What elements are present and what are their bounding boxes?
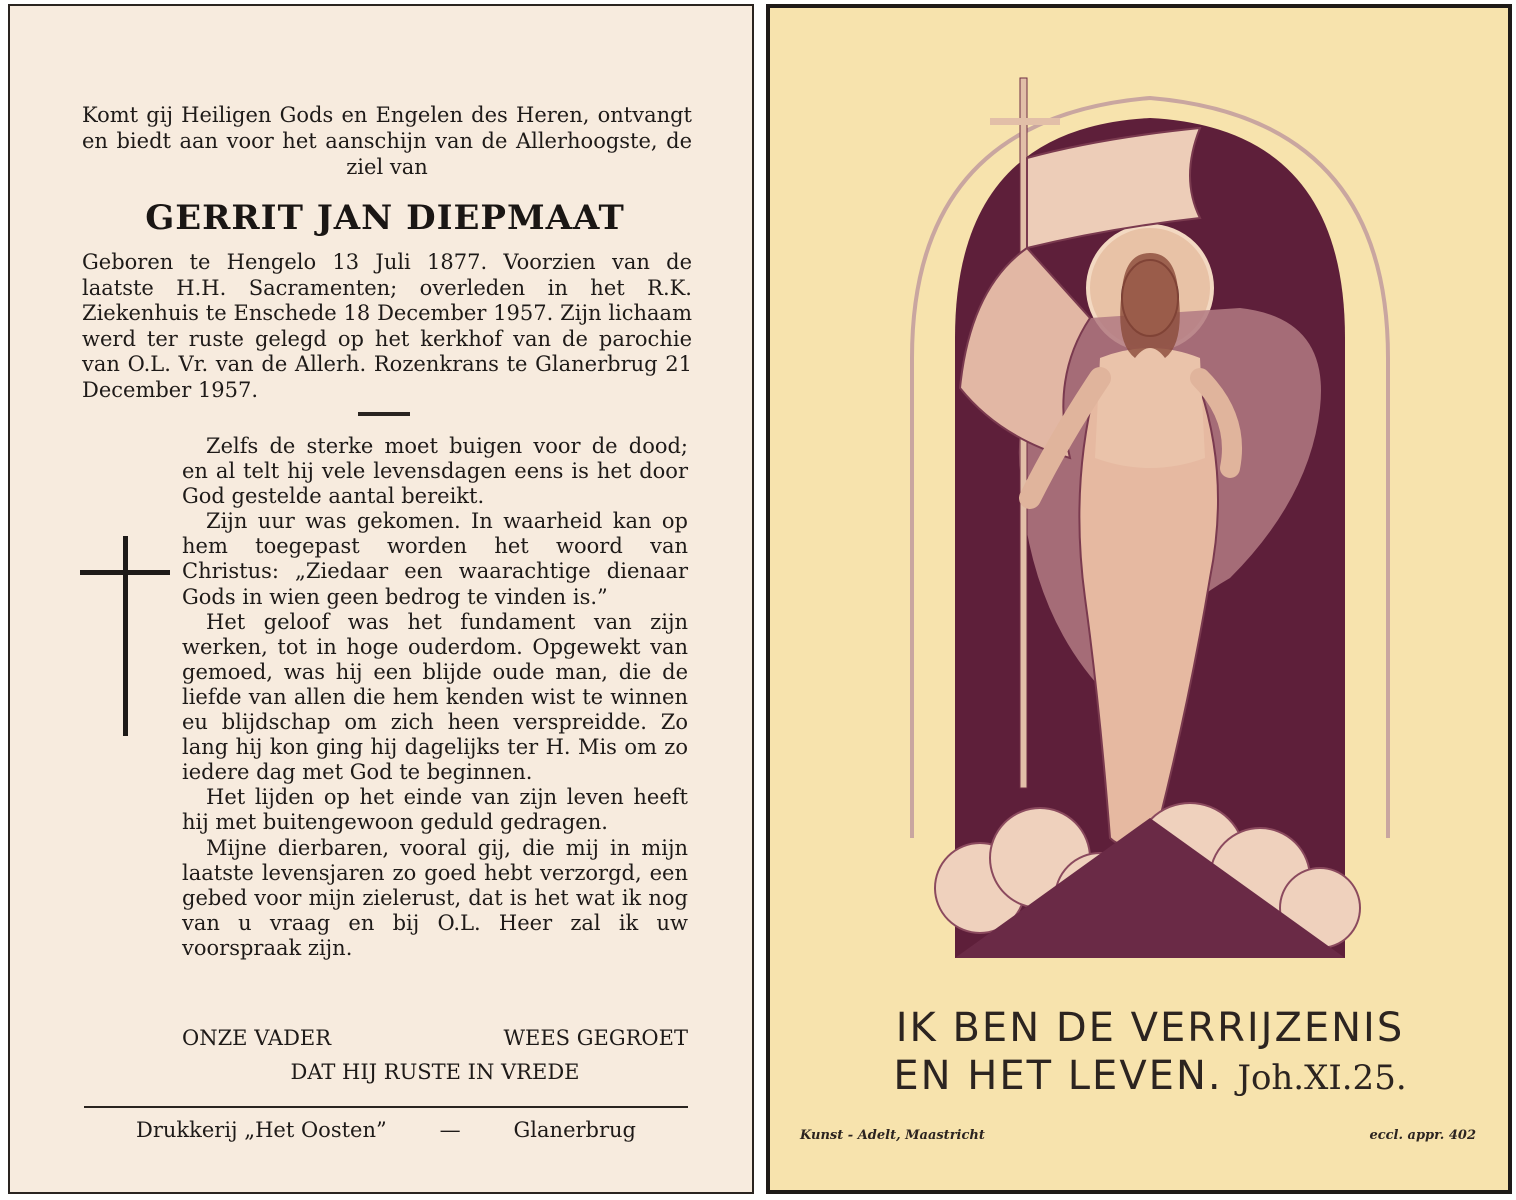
artist-credit: Kunst - Adelt, Maastricht: [800, 1128, 985, 1143]
reflection-paragraph: Het lijden op het einde van zijn leven heeft hij met buitengewoon geduld gedragen.: [182, 785, 688, 835]
footer-divider: [84, 1106, 688, 1108]
reflection-paragraph: Zelfs de sterke moet buigen voor de dood; en al telt hij vele levensdagen eens is het door God gestelde aantal bereikt.: [182, 434, 688, 509]
scripture-motto: [830, 1004, 1470, 1102]
staff-cross-bar: [990, 118, 1060, 125]
approval-credit: eccl. appr. 402: [1369, 1128, 1476, 1143]
hair: [1120, 253, 1180, 358]
motto-line-1: IK BEN DE VERRIJZENIS: [895, 1005, 1405, 1051]
motto-text: EN HET LEVEN.: [893, 1053, 1223, 1099]
biography-text: Geboren te Hengelo 13 Juli 1877. Voorzien van de laatste H.H. Sacramenten; overleden in het R.K. Ziekenhuis te Enschede 18 December 1957. Zijn lichaam werd ter ruste gelegd op het kerkhof van de parochie van O.L. Vr. van de Allerh. Rozenkrans te Glanerbrug 21 December 1957.: [82, 250, 692, 402]
prayer-onze-vader: ONZE VADER: [182, 1026, 332, 1050]
biography: [82, 250, 692, 403]
prayer-wees-gegroet: WEES GEGROET: [503, 1026, 688, 1050]
torso: [1095, 348, 1205, 468]
reflection-text: [182, 434, 688, 961]
rest-in-peace: DAT HIJ RUSTE IN VREDE: [290, 1060, 580, 1084]
prayer-requests: [182, 1026, 688, 1050]
printer-name: Drukkerij „Het Oosten”: [136, 1118, 387, 1142]
short-divider: [358, 412, 410, 416]
reflection-paragraph: Het geloof was het fundament van zijn werken, tot in hoge ouderdom. Opgewekt van gemoed, was hij een blijde oude man, die de liefde van allen die hem kenden wist te winnen eu blijdschap om zich heen verspreidde. Zo lang hij kon ging hij dagelijks ter H. Mis om zo iedere dag met God te beginnen.: [182, 609, 688, 785]
motto-line-2: [830, 1052, 1470, 1102]
risen-christ-illustration: [900, 58, 1400, 978]
cross-icon: [123, 536, 128, 736]
printer-line: [84, 1118, 688, 1142]
reflection-paragraph: Mijne dierbaren, vooral gij, die mij in mijn laatste levensjaren zo goed hebt verzorgd, een gebed voor mijn zielerust, dat is het wat ik nog van u vraag en bij O.L. Heer zal ik uw voorspraak zijn.: [182, 835, 688, 960]
memorial-card-image-side: [766, 4, 1512, 1194]
memorial-card-text-side: [8, 4, 754, 1194]
deceased-name: GERRIT JAN DIEPMAAT: [145, 198, 625, 238]
reflection-paragraph: Zijn uur was gekomen. In waarheid kan op hem toegepast worden het woord van Christus: „Ziedaar een waarachtige dienaar Gods in wien geen bedrog te vinden is.”: [182, 509, 688, 609]
cross-icon-bar: [80, 570, 170, 575]
motto-reference: Joh.XI.25.: [1237, 1058, 1407, 1098]
opening-prayer: Komt gij Heiligen Gods en Engelen des Heren, ontvangt en biedt aan voor het aanschijn van de Allerhoogste, de ziel van: [82, 103, 692, 179]
printer-dash: —: [439, 1118, 461, 1142]
printer-place: Glanerbrug: [513, 1118, 636, 1142]
